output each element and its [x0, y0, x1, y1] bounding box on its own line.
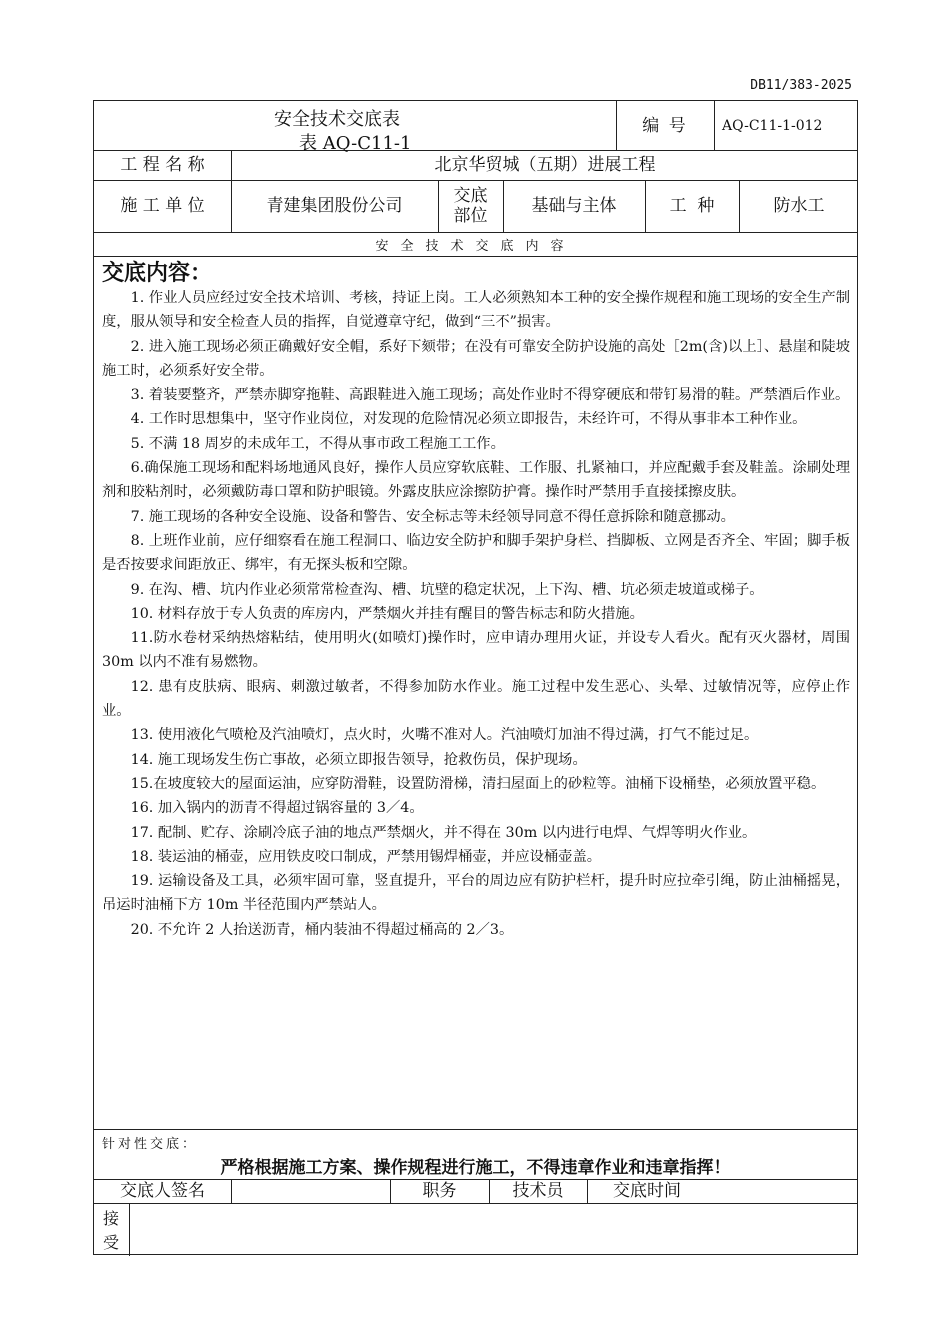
- briefing-item: 10. 材料存放于专人负责的库房内，严禁烟火并挂有醒目的警告标志和防火措施。: [130, 605, 644, 622]
- position-label: 职务: [422, 1181, 457, 1201]
- targeted-briefing-label: 针对性交底：: [102, 1137, 199, 1152]
- trade-label: 工 种: [669, 196, 715, 216]
- briefing-item: 18. 装运油的桶壶，应用铁皮咬口制成，严禁用锡焊桶壶，并应设桶壶盖。: [130, 848, 602, 865]
- briefing-item: 6.确保施工现场和配料场地通风良好，操作人员应穿软底鞋、工作服、扎紧袖口，并应配戴手套及鞋盖。涂刷处理剂和胶粘剂时，必须戴防毒口罩和防护眼镜。外露皮肤应涂擦防护膏。操作时严禁用手直接揉擦皮肤。: [102, 460, 850, 501]
- briefing-item: 1. 作业人员应经过安全技术培训、考核，持证上岗。工人必须熟知本工种的安全操作规程和施工现场的安全生产制度，服从领导和安全检查人员的指挥，自觉遵章守纪，做到“三不”损害。: [102, 290, 850, 331]
- number-value: AQ-C11-1-012: [722, 117, 823, 134]
- presenter-label: 交底人签名: [120, 1181, 205, 1201]
- briefing-item: 12. 患有皮肤病、眼病、刺激过敏者，不得参加防水作业。施工过程中发生恶心、头晕、过敏情况等，应停止作业。: [102, 678, 850, 720]
- briefing-item: 17. 配制、贮存、涂刷冷底子油的地点严禁烟火，并不得在 30m 以内进行电焊、气焊等明火作业。: [130, 824, 757, 841]
- safety-briefing-form: [93, 100, 858, 1255]
- briefing-item: 2. 进入施工现场必须正确戴好安全帽，系好下颏带；在没有可靠安全防护设施的高处［2m(含)以上］、悬崖和陡坡施工时，必须系好安全带。: [102, 338, 850, 379]
- project-label: 工 程 名 称: [120, 155, 205, 175]
- briefing-item: 19. 运输设备及工具，必须牢固可靠，竖直提升，平台的周边应有防护栏杆，提升时应拉牵引绳，防止油桶摇晃，吊运时油桶下方 10m 半径范围内严禁站人。: [102, 873, 850, 914]
- standard-code: DB11/383-2025: [750, 78, 852, 93]
- unit-value: 青建集团股份公司: [266, 196, 403, 216]
- unit-label: 施 工 单 位: [120, 196, 205, 216]
- form-code: 表 AQ-C11-1: [299, 133, 412, 154]
- briefing-item: 3. 着装要整齐，严禁赤脚穿拖鞋、高跟鞋进入施工现场；高处作业时不得穿硬底和带钉易滑的鞋。严禁酒后作业。: [130, 387, 850, 404]
- briefing-time-field[interactable]: [707, 1179, 859, 1203]
- briefing-item: 9. 在沟、槽、坑内作业必须常常检查沟、槽、坑壁的稳定状况，上下沟、槽、坑必须走坡道或梯子。: [130, 581, 764, 598]
- receive-label-1: 接: [102, 1209, 119, 1228]
- presenter-signature-field[interactable]: [231, 1179, 390, 1203]
- briefing-item: 15.在坡度较大的屋面运油，应穿防滑鞋，设置防滑梯，清扫屋面上的砂粒等。油桶下设桶垫，必须放置平稳。: [130, 775, 826, 792]
- part-label-line-2: 部位: [453, 206, 488, 226]
- briefing-item: 7. 施工现场的各种安全设施、设备和警告、安全标志等未经领导同意不得任意拆除和随意挪动。: [130, 508, 735, 525]
- part-label: [438, 180, 503, 232]
- briefing-item: 16. 加入锅内的沥青不得超过锅容量的 3／4。: [130, 800, 424, 817]
- briefing-item: 5. 不满 18 周岁的未成年工，不得从事市政工程施工工作。: [130, 435, 505, 452]
- part-label-line-1: 交底: [453, 186, 488, 206]
- part-value: 基础与主体: [531, 196, 617, 216]
- briefing-items: [102, 286, 850, 942]
- briefing-item: 14. 施工现场发生伤亡事故，必须立即报告领导，抢救伤员，保护现场。: [130, 751, 587, 768]
- briefing-item: 8. 上班作业前，应仔细察看在施工程洞口、临边安全防护和脚手架护身栏、挡脚板、立网是否齐全、牢固；脚手板是否按要求间距放正、绑牢，有无探头板和空隙。: [102, 532, 850, 574]
- technician-label: 技术员: [512, 1181, 564, 1201]
- project-name: 北京华贸城（五期）进展工程: [434, 155, 656, 175]
- receive-label-2: 受: [102, 1233, 119, 1252]
- targeted-briefing-text: 严格根据施工方案、操作规程进行施工，不得违章作业和违章指挥！: [220, 1158, 731, 1178]
- briefing-item: 11.防水卷材采纳热熔粘结，使用明火(如喷灯)操作时，应申请办理用火证，并设专人看火。配有灭火器材，周围 30m 以内不准有易燃物。: [102, 630, 850, 671]
- number-label: 编 号: [642, 115, 688, 136]
- trade-value: 防水工: [773, 196, 825, 216]
- content-heading: 交底内容：: [102, 261, 213, 286]
- briefing-item: 4. 工作时思想集中，坚守作业岗位，对发现的危险情况必须立即报告，未经许可，不得从事非本工种作业。: [130, 411, 807, 428]
- briefing-item: 13. 使用液化气喷枪及汽油喷灯，点火时，火嘴不准对人。汽油喷灯加油不得过满，打气不能过足。: [130, 727, 759, 744]
- briefing-time-label: 交底时间: [613, 1181, 681, 1201]
- receiver-signature-field[interactable]: [129, 1203, 859, 1256]
- form-title: 安全技术交底表: [274, 109, 400, 130]
- section-title: 安全技术交底内容: [375, 238, 576, 254]
- briefing-item: 20. 不允许 2 人抬送沥青，桶内装油不得超过桶高的 2／3。: [130, 921, 514, 938]
